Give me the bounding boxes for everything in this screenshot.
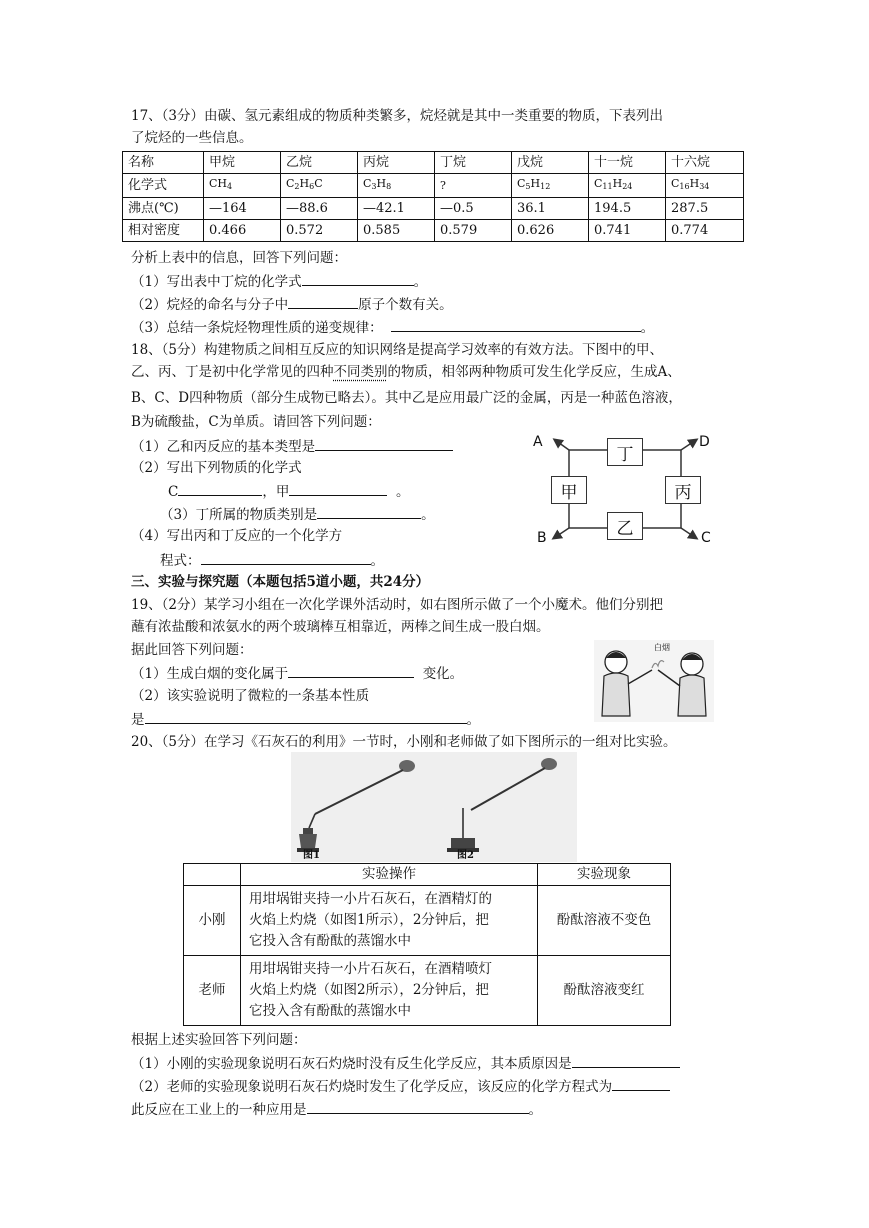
figure1-label: 图1	[303, 850, 320, 861]
table-row	[184, 886, 671, 956]
formula-cell	[589, 174, 666, 198]
formula-sub: 5	[525, 182, 531, 191]
answer-blank[interactable]	[317, 504, 421, 519]
q18-c-label: C	[168, 484, 179, 500]
table-cell: 0.585	[358, 220, 435, 242]
node-yi: 乙	[607, 512, 643, 540]
q19-part1	[131, 663, 463, 684]
formula-part: H	[612, 177, 623, 190]
q17-part3	[131, 317, 654, 338]
q20-lead: 根据上述实验回答下列问题：	[131, 1032, 307, 1048]
answer-blank[interactable]	[572, 1053, 680, 1068]
q18-part1	[131, 436, 453, 457]
answer-blank[interactable]	[178, 481, 262, 496]
table-cell: 0.466	[204, 220, 281, 242]
q19-part2: （2）该实验说明了微粒的一条基本性质	[131, 688, 370, 704]
q18-part4: （4）写出丙和丁反应的一个化学方	[131, 528, 343, 544]
answer-blank[interactable]	[302, 271, 414, 286]
answer-blank[interactable]	[201, 550, 371, 565]
punct: 。	[421, 507, 435, 523]
punct: 。	[528, 1102, 542, 1118]
q18-part1-text: （1）乙和丙反应的基本类型是	[131, 439, 316, 455]
q18-line4: B为硫酸盐，C为单质。请回答下列问题：	[131, 414, 381, 430]
arrow-to-D	[681, 440, 696, 450]
q18-part2-answers	[168, 481, 409, 502]
q19-line1: 19、（2分）某学习小组在一次化学课外活动时，如右图所示做了一个小魔术。他们分别把	[131, 597, 664, 613]
q19-part1-text: （1）生成白烟的变化属于	[131, 666, 289, 682]
q20-part1-text: （1）小刚的实验现象说明石灰石灼烧时没有反生化学反应，其本质原因是	[131, 1056, 572, 1072]
operation-line: 它投入含有酚酞的蒸馏水中	[249, 1003, 411, 1019]
q18-part3-text: （3）丁所属的物质类别是	[160, 507, 318, 523]
formula-part: C	[314, 177, 323, 190]
table-header-cell: 名称	[123, 152, 204, 174]
table-cell: —0.5	[435, 198, 512, 220]
q19-line2: 蘸有浓盐酸和浓氨水的两个玻璃棒互相靠近，两棒之间生成一股白烟。	[131, 619, 550, 635]
table-row	[123, 174, 744, 198]
q17-intro-line2: 了烷烃的一些信息。	[131, 130, 253, 146]
operation-cell	[241, 956, 538, 1026]
formula-sub: 6	[309, 182, 315, 191]
answer-blank[interactable]	[315, 436, 453, 451]
q18-line3: B、C、D四种物质（部分生成物已略去）。其中乙是应用最广泛的金属，丙是一种蓝色溶液，	[131, 390, 682, 406]
section-heading: 三、实验与探究题（本题包括5道小题，共24分）	[131, 574, 430, 590]
table-header-cell: 乙烷	[281, 152, 358, 174]
table-header-cell: 戊烷	[512, 152, 589, 174]
phenomenon-cell: 酚酞溶液不变色	[538, 886, 671, 956]
node-bing: 丙	[665, 476, 701, 504]
q18-part4-b	[160, 550, 384, 571]
table-row-label: 小刚	[184, 886, 241, 956]
formula-sub: 11	[602, 182, 613, 191]
formula-part: H	[376, 177, 387, 190]
table-header-cell: 丙烷	[358, 152, 435, 174]
table-header-cell: 实验操作	[241, 864, 538, 886]
operation-line: 用坩埚钳夹持一小片石灰石，在酒精灯的	[249, 891, 492, 907]
label-C: C	[701, 530, 711, 546]
answer-blank[interactable]	[288, 663, 414, 678]
formula-part: H	[530, 177, 541, 190]
q20-part1	[131, 1053, 680, 1074]
q17-intro-line1: 17、（3分）由碳、氢元素组成的物质种类繁多，烷烃就是其中一类重要的物质，下表列出	[131, 108, 664, 124]
table-cell: 0.626	[512, 220, 589, 242]
q19-part2-text: 是	[131, 712, 145, 728]
table-cell: —164	[204, 198, 281, 220]
table-row	[184, 956, 671, 1026]
q17-part3-text: （3）总结一条烷烃物理性质的递变规律：	[131, 320, 383, 336]
magic-trick-illustration	[594, 640, 714, 722]
q17-part2-end: 原子个数有关。	[358, 297, 453, 313]
q17-part2	[131, 294, 453, 315]
formula-part: H	[299, 177, 310, 190]
arrow-to-A	[555, 440, 569, 450]
q18-text: 乙、丙、丁是初中化学常见的四种	[131, 364, 334, 380]
q19-line3: 据此回答下列问题：	[131, 642, 253, 658]
q17-part1	[131, 271, 427, 292]
table-row	[123, 220, 744, 242]
answer-blank[interactable]	[612, 1076, 670, 1091]
answer-blank[interactable]	[289, 481, 387, 496]
table-header-cell: 实验现象	[538, 864, 671, 886]
punct: 。	[395, 484, 410, 500]
table-header-cell: 十六烷	[666, 152, 744, 174]
q17-part1-text: （1）写出表中丁烷的化学式	[131, 274, 302, 290]
table-header-cell: 十一烷	[589, 152, 666, 174]
table-cell: 0.572	[281, 220, 358, 242]
table-cell: 36.1	[512, 198, 589, 220]
table-row-label: 相对密度	[123, 220, 204, 242]
punct: 。	[413, 274, 428, 290]
q18-part3	[160, 504, 435, 525]
table-header-cell: 丁烷	[435, 152, 512, 174]
table-row-label: 化学式	[123, 174, 204, 198]
experiment-table	[183, 863, 671, 1026]
formula-part: C	[363, 177, 372, 190]
formula-part: C	[517, 177, 526, 190]
formula-cell	[281, 174, 358, 198]
q17-lead: 分析上表中的信息，回答下列问题：	[131, 250, 347, 266]
experiment-figures	[291, 752, 577, 862]
q18-part2: （2）写出下列物质的化学式	[131, 460, 302, 476]
q18-emphasis: 不同类别	[333, 364, 388, 380]
reaction-network-diagram	[525, 428, 725, 548]
table-row	[184, 864, 671, 886]
formula-cell	[204, 174, 281, 198]
node-jia: 甲	[551, 476, 587, 504]
formula-part: C	[286, 177, 295, 190]
table-cell: 287.5	[666, 198, 744, 220]
q20-line1: 20、（5分）在学习《石灰石的利用》一节时，小刚和老师做了如下图所示的一组对比实验。	[131, 734, 677, 750]
punct: 。	[640, 320, 655, 336]
label-D: D	[699, 434, 710, 450]
label-A: A	[533, 434, 543, 450]
answer-blank[interactable]	[145, 709, 467, 724]
q20-part2	[131, 1076, 670, 1097]
formula-sub: 2	[294, 182, 300, 191]
formula-sub: 8	[386, 182, 392, 191]
answer-blank[interactable]	[288, 294, 358, 309]
label-B: B	[537, 530, 547, 546]
table-header-cell: 甲烷	[204, 152, 281, 174]
table-cell: —88.6	[281, 198, 358, 220]
arrow-to-B	[554, 528, 569, 538]
q18-text: 的物质，相邻两种物质可发生化学反应，生成A、	[387, 364, 681, 380]
table-row-label: 老师	[184, 956, 241, 1026]
q20-part2-text: （2）老师的实验现象说明石灰石灼烧时发生了化学反应，该反应的化学方程式为	[131, 1079, 613, 1095]
formula-sub: 16	[679, 182, 690, 191]
q19-part2-b	[131, 709, 480, 730]
answer-blank[interactable]	[391, 317, 641, 332]
formula-part: CH	[209, 177, 228, 190]
table-cell: —42.1	[358, 198, 435, 220]
table-cell: 0.741	[589, 220, 666, 242]
operation-line: 它投入含有酚酞的蒸馏水中	[249, 933, 411, 949]
q18-line2	[131, 362, 681, 382]
table-row	[123, 152, 744, 174]
formula-sub: 3	[371, 182, 377, 191]
formula-part: ?	[440, 178, 446, 192]
q20-part3	[131, 1099, 542, 1120]
formula-cell	[512, 174, 589, 198]
q20-part3-text: 此反应在工业上的一种应用是	[131, 1102, 307, 1118]
q17-part2-text: （2）烷烃的命名与分子中	[131, 297, 289, 313]
punct: 。	[466, 712, 480, 728]
table-cell: 0.774	[666, 220, 744, 242]
table-cell: 0.579	[435, 220, 512, 242]
white-smoke-label: 白烟	[654, 643, 670, 652]
operation-line: 火焰上灼烧（如图2所示），2分钟后，把	[249, 982, 489, 998]
formula-part: H	[689, 177, 700, 190]
formula-sub: 12	[540, 182, 551, 191]
table-cell: 194.5	[589, 198, 666, 220]
figure2-label: 图2	[457, 850, 474, 861]
alkane-table	[122, 151, 744, 242]
phenomenon-cell: 酚酞溶液变红	[538, 956, 671, 1026]
formula-cell	[666, 174, 744, 198]
table-row	[123, 198, 744, 220]
operation-line: 用坩埚钳夹持一小片石灰石，在酒精喷灯	[249, 961, 492, 977]
punct: 。	[370, 553, 384, 569]
formula-sub: 24	[622, 182, 633, 191]
formula-part: C	[671, 177, 680, 190]
table-row-label: 沸点(℃)	[123, 198, 204, 220]
formula-cell	[435, 174, 512, 198]
q18-jia-label: ，甲	[262, 484, 290, 500]
operation-cell	[241, 886, 538, 956]
arrow-to-C	[681, 528, 696, 538]
formula-part: C	[594, 177, 603, 190]
answer-blank[interactable]	[307, 1099, 529, 1114]
operation-line: 火焰上灼烧（如图1所示），2分钟后，把	[249, 912, 489, 928]
formula-cell	[358, 174, 435, 198]
node-ding: 丁	[607, 438, 643, 466]
q19-part1-end: 变化。	[422, 666, 464, 682]
formula-sub: 34	[699, 182, 710, 191]
formula-sub: 4	[227, 182, 233, 191]
q18-part4-text: 程式：	[160, 553, 201, 569]
q18-line1: 18、（5分）构建物质之间相互反应的知识网络是提高学习效率的有效方法。下图中的甲、	[131, 342, 664, 358]
tongs-burning-sample-icon	[291, 752, 577, 862]
